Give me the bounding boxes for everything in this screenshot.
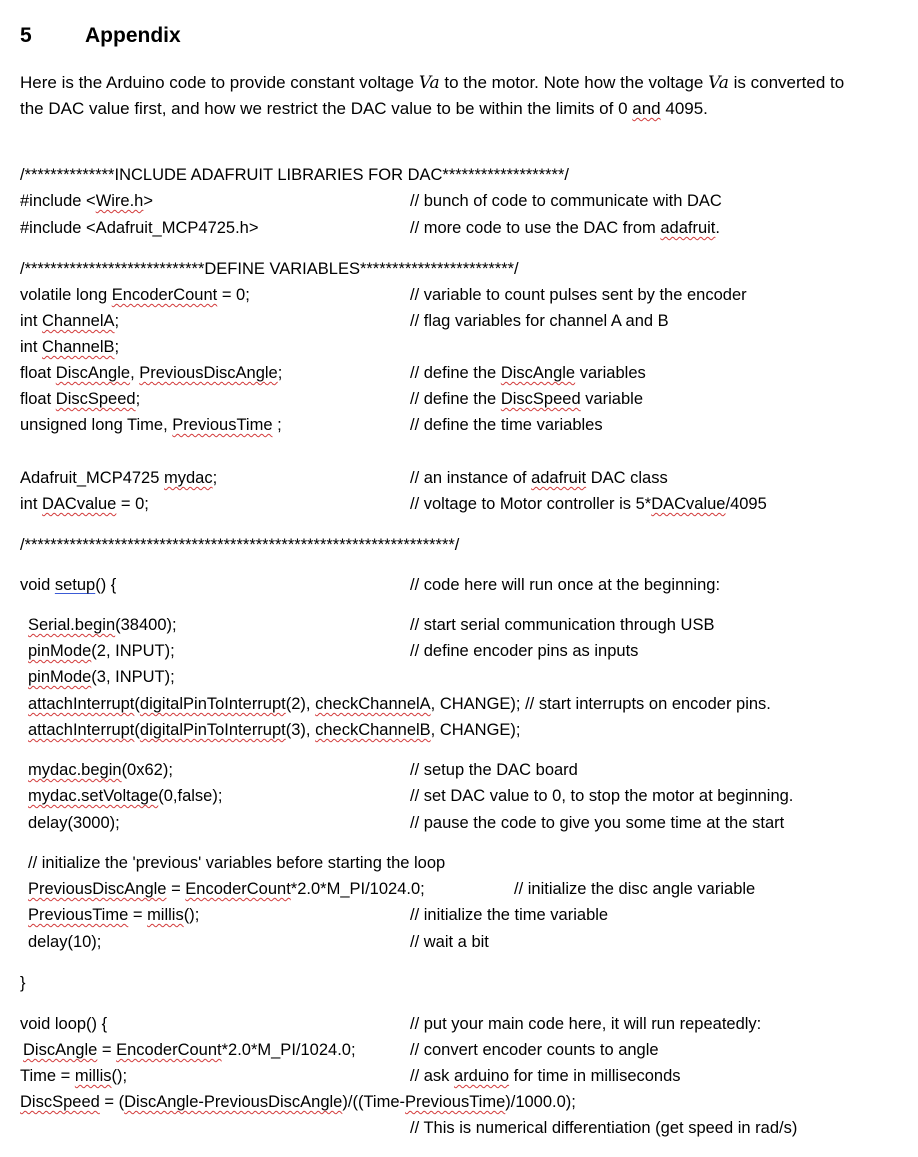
code-line: attachInterrupt(digitalPinToInterrupt(3), checkChannelB, CHANGE); xyxy=(28,721,521,739)
code-comment: // wait a bit xyxy=(410,933,489,951)
code-line: PreviousDiscAngle = EncoderCount*2.0*M_PI/1024.0; xyxy=(28,880,425,898)
code-comment: // initialize the 'previous' variables before starting the loop xyxy=(28,854,446,872)
code-line: DiscSpeed = (DiscAngle-PreviousDiscAngle)/((Time-PreviousTime)/1000.0); xyxy=(20,1093,576,1111)
code-line: mydac.setVoltage(0,false); xyxy=(28,787,223,805)
code-comment: // flag variables for channel A and B xyxy=(410,312,669,330)
code-line: Serial.begin(38400); xyxy=(28,616,177,634)
intro-paragraph xyxy=(20,70,860,122)
intro-text: Here is the Arduino code to provide constant voltage xyxy=(20,73,419,92)
code-comment: // ask arduino for time in milliseconds xyxy=(410,1067,681,1085)
code-line: pinMode(3, INPUT); xyxy=(28,668,175,686)
end-banner: /*******************************************************************/ xyxy=(20,536,460,554)
intro-text: 4095. xyxy=(660,99,708,118)
code-line: mydac.begin(0x62); xyxy=(28,761,173,779)
section-title: Appendix xyxy=(85,24,181,47)
code-comment: // setup the DAC board xyxy=(410,761,578,779)
intro-text: and xyxy=(632,99,661,118)
code-line: void loop() { xyxy=(20,1015,108,1033)
code-comment: // code here will run once at the beginning: xyxy=(410,576,721,594)
code-comment: // define the DiscAngle variables xyxy=(410,364,646,382)
code-line: float DiscAngle, PreviousDiscAngle; xyxy=(20,364,283,382)
intro-text: to the motor. Note how the voltage xyxy=(439,73,709,92)
code-comment: // put your main code here, it will run repeatedly: xyxy=(410,1015,762,1033)
code-comment: // initialize the disc angle variable xyxy=(514,880,756,898)
code-line: pinMode(2, INPUT); xyxy=(28,642,175,660)
define-banner: /****************************DEFINE VARIABLES************************/ xyxy=(20,260,519,278)
code-comment: // variable to count pulses sent by the encoder xyxy=(410,286,747,304)
code-comment: // This is numerical differentiation (get speed in rad/s) xyxy=(410,1119,798,1137)
code-line: #include <Wire.h> xyxy=(20,192,153,210)
code-line: float DiscSpeed; xyxy=(20,390,141,408)
code-line: delay(10); xyxy=(28,933,102,951)
code-comment: // initialize the time variable xyxy=(410,906,609,924)
code-line: Time = millis(); xyxy=(20,1067,128,1085)
code-comment: // more code to use the DAC from adafruit. xyxy=(410,219,720,237)
code-comment: // an instance of adafruit DAC class xyxy=(410,469,668,487)
code-line: void setup() { xyxy=(20,576,117,594)
code-line: int DACvalue = 0; xyxy=(20,495,149,513)
code-comment: // define encoder pins as inputs xyxy=(410,642,639,660)
section-number: 5 xyxy=(20,24,32,47)
code-comment: // start serial communication through USB xyxy=(410,616,715,634)
code-line: PreviousTime = millis(); xyxy=(28,906,200,924)
intro-text: is converted to the DAC value first, and how we restrict the DAC value to be within the limits of 0 xyxy=(20,73,845,118)
code-line: Adafruit_MCP4725 mydac; xyxy=(20,469,218,487)
code-line: volatile long EncoderCount = 0; xyxy=(20,286,250,304)
code-line: attachInterrupt(digitalPinToInterrupt(2), checkChannelA, CHANGE); // start interrupts on encoder pins. xyxy=(28,695,771,713)
voltage-symbol: Va xyxy=(708,73,729,93)
code-comment: // convert encoder counts to angle xyxy=(410,1041,659,1059)
code-line: unsigned long Time, PreviousTime ; xyxy=(20,416,282,434)
code-line: int ChannelA; xyxy=(20,312,120,330)
code-line: } xyxy=(20,974,26,992)
code-comment: // set DAC value to 0, to stop the motor at beginning. xyxy=(410,787,794,805)
code-line: #include <Adafruit_MCP4725.h> xyxy=(20,219,259,237)
code-comment: // define the time variables xyxy=(410,416,603,434)
code-comment: // define the DiscSpeed variable xyxy=(410,390,643,408)
code-comment: // bunch of code to communicate with DAC xyxy=(410,192,722,210)
code-line: int ChannelB; xyxy=(20,338,120,356)
code-line: delay(3000); xyxy=(28,814,120,832)
voltage-symbol: Va xyxy=(418,73,440,93)
code-comment: // pause the code to give you some time at the start xyxy=(410,814,785,832)
code-comment: // voltage to Motor controller is 5*DACvalue/4095 xyxy=(410,495,767,513)
code-line: DiscAngle = EncoderCount*2.0*M_PI/1024.0; xyxy=(23,1041,356,1059)
include-banner: /**************INCLUDE ADAFRUIT LIBRARIES FOR DAC*******************/ xyxy=(20,166,569,184)
